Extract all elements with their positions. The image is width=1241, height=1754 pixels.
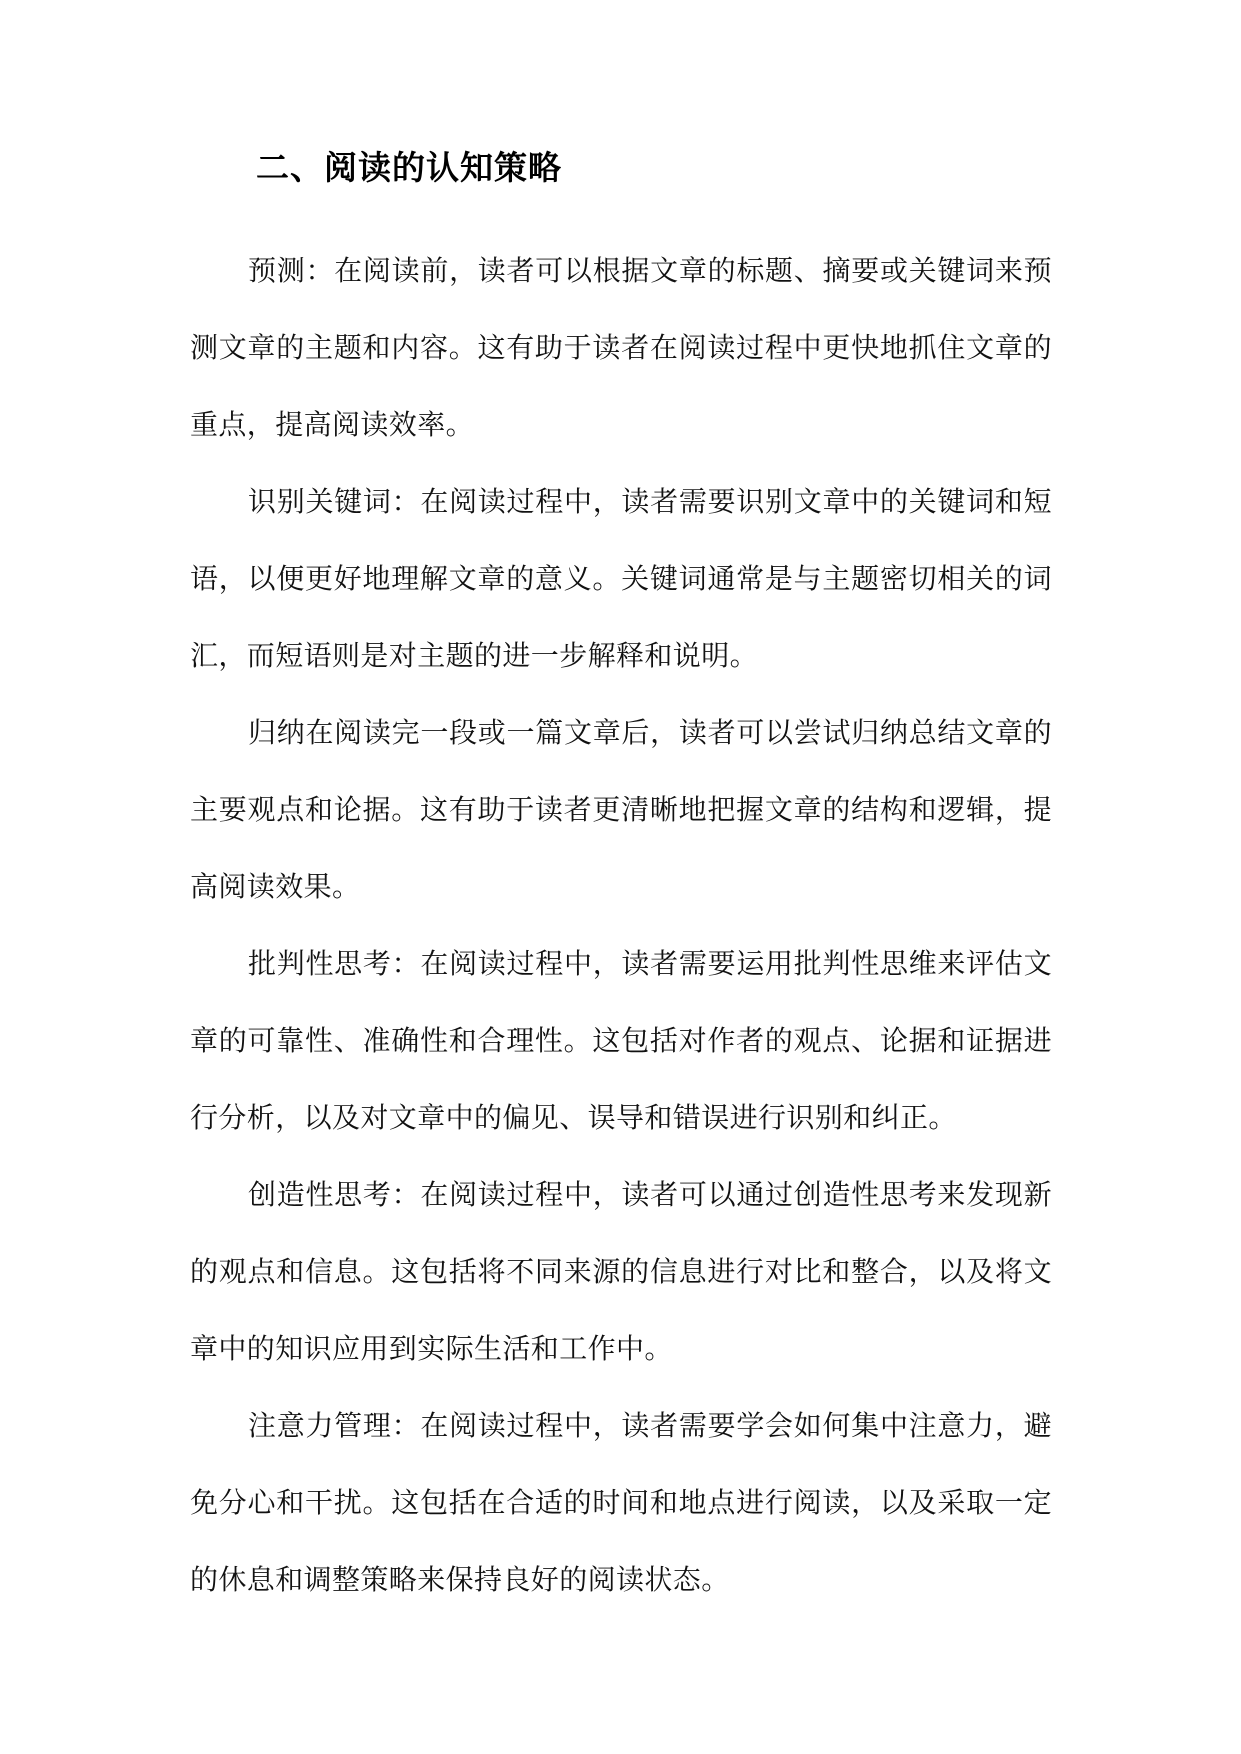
paragraph-creative-thinking: 创造性思考：在阅读过程中，读者可以通过创造性思考来发现新的观点和信息。这包括将不同来源的信息进行对比和整合，以及将文章中的知识应用到实际生活和工作中。: [190, 1178, 1052, 1365]
paragraph-critical-thinking: 批判性思考：在阅读过程中，读者需要运用批判性思维来评估文章的可靠性、准确性和合理性。这包括对作者的观点、论据和证据进行分析，以及对文章中的偏见、误导和错误进行识别和纠正。: [190, 947, 1052, 1134]
paragraph-summarize: 归纳在阅读完一段或一篇文章后，读者可以尝试归纳总结文章的主要观点和论据。这有助于读者更清晰地把握文章的结构和逻辑，提高阅读效果。: [190, 716, 1052, 903]
section-body: [190, 232, 1052, 1618]
paragraph-keywords: 识别关键词：在阅读过程中，读者需要识别文章中的关键词和短语，以便更好地理解文章的意义。关键词通常是与主题密切相关的词汇，而短语则是对主题的进一步解释和说明。: [190, 485, 1052, 672]
section-heading: 二、阅读的认知策略: [256, 148, 562, 187]
paragraph-prediction: 预测：在阅读前，读者可以根据文章的标题、摘要或关键词来预测文章的主题和内容。这有助于读者在阅读过程中更快地抓住文章的重点，提高阅读效率。: [190, 254, 1052, 441]
paragraph-attention-management: 注意力管理：在阅读过程中，读者需要学会如何集中注意力，避免分心和干扰。这包括在合适的时间和地点进行阅读，以及采取一定的休息和调整策略来保持良好的阅读状态。: [190, 1409, 1052, 1596]
